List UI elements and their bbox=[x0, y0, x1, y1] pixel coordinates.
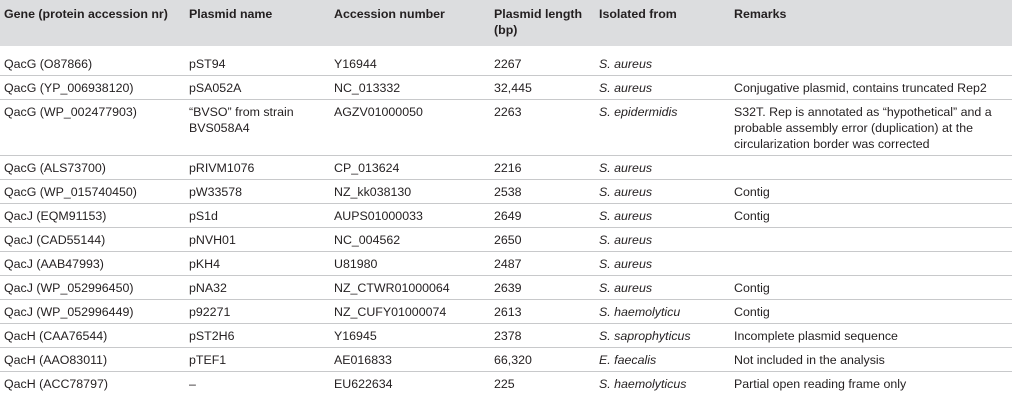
cell-remarks: Not included in the analysis bbox=[730, 348, 1012, 372]
cell-isolated-from: S. aureus bbox=[595, 252, 730, 276]
cell-plasmid-length: 2487 bbox=[490, 252, 595, 276]
cell-isolated-from: S. aureus bbox=[595, 228, 730, 252]
cell-remarks bbox=[730, 156, 1012, 180]
cell-plasmid-length: 2263 bbox=[490, 100, 595, 156]
cell-accession-number: AGZV01000050 bbox=[330, 100, 490, 156]
cell-plasmid-name: pNVH01 bbox=[185, 228, 330, 252]
header-plasmid-name: Plasmid name bbox=[185, 0, 330, 46]
cell-plasmid-name: pNA32 bbox=[185, 276, 330, 300]
cell-plasmid-name: pST2H6 bbox=[185, 324, 330, 348]
cell-accession-number: Y16945 bbox=[330, 324, 490, 348]
cell-plasmid-length: 2378 bbox=[490, 324, 595, 348]
cell-isolated-from: S. aureus bbox=[595, 76, 730, 100]
cell-remarks: Conjugative plasmid, contains truncated Rep2 bbox=[730, 76, 1012, 100]
cell-gene: QacJ (WP_052996450) bbox=[0, 276, 185, 300]
cell-gene: QacG (O87866) bbox=[0, 46, 185, 76]
cell-gene: QacG (ALS73700) bbox=[0, 156, 185, 180]
cell-accession-number: Y16944 bbox=[330, 46, 490, 76]
table-row bbox=[0, 46, 1012, 76]
cell-plasmid-length: 2650 bbox=[490, 228, 595, 252]
header-accession-number: Accession number bbox=[330, 0, 490, 46]
cell-plasmid-length: 225 bbox=[494, 377, 515, 391]
cell-plasmid-length: 2267 bbox=[490, 46, 595, 76]
cell-remarks: Partial open reading frame only bbox=[734, 377, 907, 391]
cell-accession-number: AUPS01000033 bbox=[330, 204, 490, 228]
cell-remarks bbox=[730, 46, 1012, 76]
cell-remarks bbox=[730, 228, 1012, 252]
cell-plasmid-name: p92271 bbox=[185, 300, 330, 324]
header-plasmid-length: Plasmid length (bp) bbox=[490, 0, 595, 46]
cell-accession-number: CP_013624 bbox=[330, 156, 490, 180]
cell-gene: QacJ (CAD55144) bbox=[0, 228, 185, 252]
cell-plasmid-length: 2639 bbox=[490, 276, 595, 300]
table-row bbox=[0, 276, 1012, 300]
cell-plasmid-name: pW33578 bbox=[185, 180, 330, 204]
cell-isolated-from: S. aureus bbox=[595, 276, 730, 300]
cell-plasmid-name: – bbox=[189, 377, 196, 391]
cell-gene: QacJ (WP_052996449) bbox=[0, 300, 185, 324]
cell-isolated-from: S. aureus bbox=[595, 180, 730, 204]
cell-gene: QacJ (EQM91153) bbox=[0, 204, 185, 228]
cell-plasmid-name: pRIVM1076 bbox=[185, 156, 330, 180]
cell-gene: QacJ (AAB47993) bbox=[0, 252, 185, 276]
cell-isolated-from: S. haemolyticus bbox=[599, 377, 687, 391]
cell-isolated-from: S. saprophyticus bbox=[595, 324, 730, 348]
header-gene: Gene (protein accession nr) bbox=[0, 0, 185, 46]
table-row bbox=[0, 252, 1012, 276]
cell-gene: QacH (CAA76544) bbox=[0, 324, 185, 348]
cell-plasmid-length: 2538 bbox=[490, 180, 595, 204]
cell-gene: QacH (AAO83011) bbox=[0, 348, 185, 372]
cell-plasmid-name: pS1d bbox=[185, 204, 330, 228]
cell-accession-number: U81980 bbox=[330, 252, 490, 276]
header-row bbox=[0, 0, 1012, 46]
table-row bbox=[0, 324, 1012, 348]
table-body bbox=[0, 46, 1012, 395]
table-row bbox=[0, 100, 1012, 156]
cell-plasmid-length: 32,445 bbox=[490, 76, 595, 100]
cell-isolated-from: S. aureus bbox=[595, 204, 730, 228]
cell-remarks: S32T. Rep is annotated as “hypothetical” and a probable assembly error (duplication) at the circularization border was corrected bbox=[730, 100, 1012, 156]
table-row bbox=[0, 228, 1012, 252]
cell-accession-number: NZ_CUFY01000074 bbox=[330, 300, 490, 324]
cell-remarks: Incomplete plasmid sequence bbox=[730, 324, 1012, 348]
cell-gene: QacG (WP_002477903) bbox=[0, 100, 185, 156]
table-row bbox=[0, 76, 1012, 100]
table-row bbox=[0, 180, 1012, 204]
cell-accession-number: NC_013332 bbox=[330, 76, 490, 100]
cell-plasmid-name: pKH4 bbox=[185, 252, 330, 276]
header-isolated-from: Isolated from bbox=[595, 0, 730, 46]
cell-plasmid-name: pSA052A bbox=[185, 76, 330, 100]
cell-accession-number: NZ_kk038130 bbox=[330, 180, 490, 204]
cell-plasmid-length: 2649 bbox=[490, 204, 595, 228]
cell-isolated-from: S. haemolyticu bbox=[595, 300, 730, 324]
cell-accession-number: AE016833 bbox=[330, 348, 490, 372]
cell-remarks bbox=[730, 252, 1012, 276]
cell-remarks: Contig bbox=[730, 276, 1012, 300]
cell-isolated-from: S. epidermidis bbox=[595, 100, 730, 156]
cell-plasmid-length: 66,320 bbox=[490, 348, 595, 372]
cell-isolated-from: S. aureus bbox=[595, 156, 730, 180]
cell-accession-number: EU622634 bbox=[334, 377, 393, 391]
cell-plasmid-name: pST94 bbox=[185, 46, 330, 76]
header-remarks: Remarks bbox=[730, 0, 1012, 46]
cell-plasmid-name: “BVSO” from strain BVS058A4 bbox=[185, 100, 330, 156]
table-row bbox=[0, 300, 1012, 324]
cell-gene: QacH (ACC78797) bbox=[4, 377, 108, 391]
cell-plasmid-length: 2216 bbox=[490, 156, 595, 180]
table-row bbox=[0, 156, 1012, 180]
cell-accession-number: NZ_CTWR01000064 bbox=[330, 276, 490, 300]
cell-plasmid-name: pTEF1 bbox=[185, 348, 330, 372]
table-row bbox=[0, 348, 1012, 372]
table-row bbox=[0, 372, 1012, 396]
cell-isolated-from: S. aureus bbox=[595, 46, 730, 76]
cell-remarks: Contig bbox=[730, 204, 1012, 228]
cell-remarks: Contig bbox=[730, 180, 1012, 204]
cell-plasmid-length: 2613 bbox=[490, 300, 595, 324]
table-row bbox=[0, 204, 1012, 228]
cell-gene: QacG (YP_006938120) bbox=[0, 76, 185, 100]
cell-gene: QacG (WP_015740450) bbox=[0, 180, 185, 204]
cell-accession-number: NC_004562 bbox=[330, 228, 490, 252]
cell-isolated-from: E. faecalis bbox=[595, 348, 730, 372]
cell-remarks: Contig bbox=[730, 300, 1012, 324]
